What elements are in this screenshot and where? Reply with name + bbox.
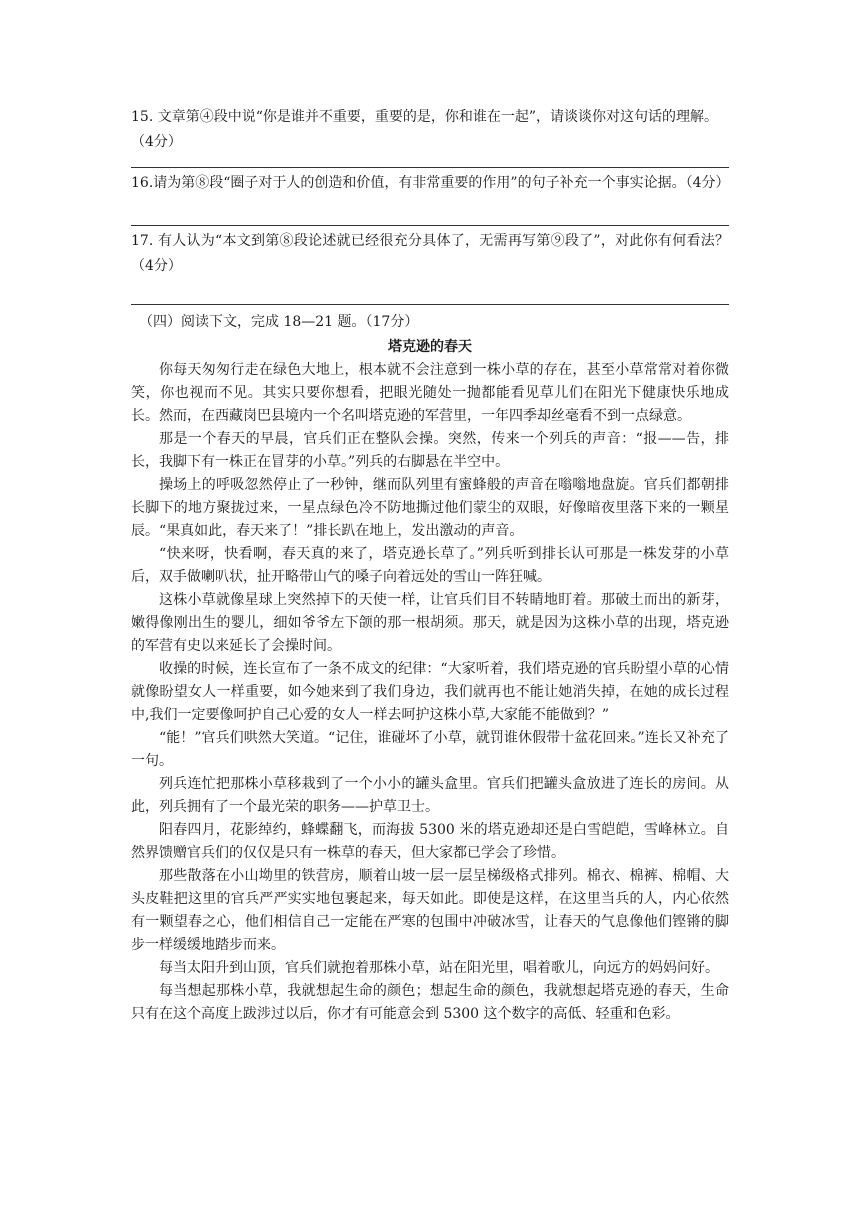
question-15: 15. 文章第④段中说“你是谁并不重要，重要的是，你和谁在一起”，请谈谈你对这句话的理解。 (131, 109, 719, 125)
passage-paragraph: 每当太阳升到山顶，官兵们就抱着那株小草，站在阳光里，唱着歌儿，向远方的妈妈问好。 (159, 960, 719, 976)
passage-paragraph: 你每天匆匆行走在绿色大地上，根本就不会注意到一株小草的存在，甚至小草常常对着你微笑，你也视而不见。其实只要你想看，把眼光随处一抛都能看见草儿们在阳光下健康快乐地成长。然而，在西藏岗巴县境内一个名叫塔克逊的军营里，一年四季却丝毫看不到一点绿意。 (131, 362, 729, 424)
passage-paragraph: 收操的时候，连长宣布了一条不成文的纪律：“大家听着，我们塔克逊的官兵盼望小草的心情就像盼望女人一样重要，如今她来到了我们身边，我们就再也不能让她消失掉，在她的成长过程中,我们一定要像呵护自己心爱的女人一样去呵护这株小草,大家能不能做到？” (131, 661, 729, 723)
passage-paragraph: 操场上的呼吸忽然停止了一秒钟，继而队列里有蜜蜂般的声音在嗡嗡地盘旋。官兵们都朝排长脚下的地方聚拢过来，一星点绿色冷不防地撕过他们蒙尘的双眼，好像暗夜里落下来的一颗星辰。“果真如此，春天来了！”排长趴在地上，发出激动的声音。 (131, 477, 729, 539)
question-15-score: （4分） (131, 134, 182, 150)
passage-paragraph: 每当想起那株小草，我就想起生命的颜色；想起生命的颜色，我就想起塔克逊的春天，生命只有在这个高度上跋涉过以后，你才有可能意会到 5300 这个数字的高低、轻重和色彩。 (131, 983, 729, 1022)
passage-body (131, 359, 729, 1026)
passage-paragraph: 列兵连忙把那株小草移栽到了一个小小的罐头盒里。官兵们把罐头盒放进了连长的房间。从此，列兵拥有了一个最光荣的职务——护草卫士。 (131, 776, 729, 815)
passage-paragraph: 那是一个春天的早晨，官兵们正在整队会操。突然，传来一个列兵的声音：“报——告，排长，我脚下有一株正在冒芽的小草。”列兵的右脚悬在半空中。 (131, 431, 729, 470)
section-heading: （四）阅读下文，完成 18—21 题。（17分） (139, 314, 419, 330)
passage-paragraph: “快来呀，快看啊，春天真的来了，塔克逊长草了。”列兵听到排长认可那是一株发芽的小草后，双手做喇叭状，扯开略带山气的嗓子向着远处的雪山一阵狂喊。 (131, 546, 729, 585)
passage-paragraph: 那些散落在小山坳里的铁营房，顺着山坡一层一层呈梯级格式排列。棉衣、棉裤、棉帽、大头皮鞋把这里的官兵严严实实地包裹起来，每天如此。即使是这样，在这里当兵的人，内心依然有一颗望春之心，他们相信自己一定能在严寒的包围中冲破冰雪，让春天的气息像他们铿锵的脚步一样缓缓地踏步而来。 (131, 868, 729, 953)
answer-line-16[interactable] (131, 225, 729, 226)
question-16: 16.请为第⑧段“圈子对于人的创造和价值，有非常重要的作用”的句子补充一个事实论据。（4分） (131, 175, 730, 191)
passage-paragraph: 阳春四月，花影绰约，蜂蝶翻飞，而海拔 5300 米的塔克逊却还是白雪皑皑，雪峰林立。自然界馈赠官兵们的仅仅是只有一株草的春天，但大家都已学会了珍惜。 (131, 822, 729, 861)
exam-page (131, 105, 729, 1026)
question-17: 17. 有人认为“本文到第⑧段论述就已经很充分具体了，无需再写第⑨段了”，对此你有何看法？（4分） (131, 233, 729, 274)
passage-paragraph: 这株小草就像星球上突然掉下的天使一样，让官兵们目不转睛地盯着。那破土而出的新芽，嫩得像刚出生的婴儿，细如爷爷左下颌的那一根胡须。那天，就是因为这株小草的出现，塔克逊的军营有史以来延长了会操时间。 (131, 592, 729, 654)
passage-paragraph: “能！”官兵们哄然大笑道。“记住，谁碰坏了小草，就罚谁休假带十盆花回来。”连长又补充了一句。 (131, 730, 729, 769)
answer-line-15[interactable] (131, 167, 729, 168)
reading-section (131, 310, 729, 1026)
answer-line-17[interactable] (131, 304, 729, 305)
passage-title: 塔克逊的春天 (388, 339, 472, 355)
